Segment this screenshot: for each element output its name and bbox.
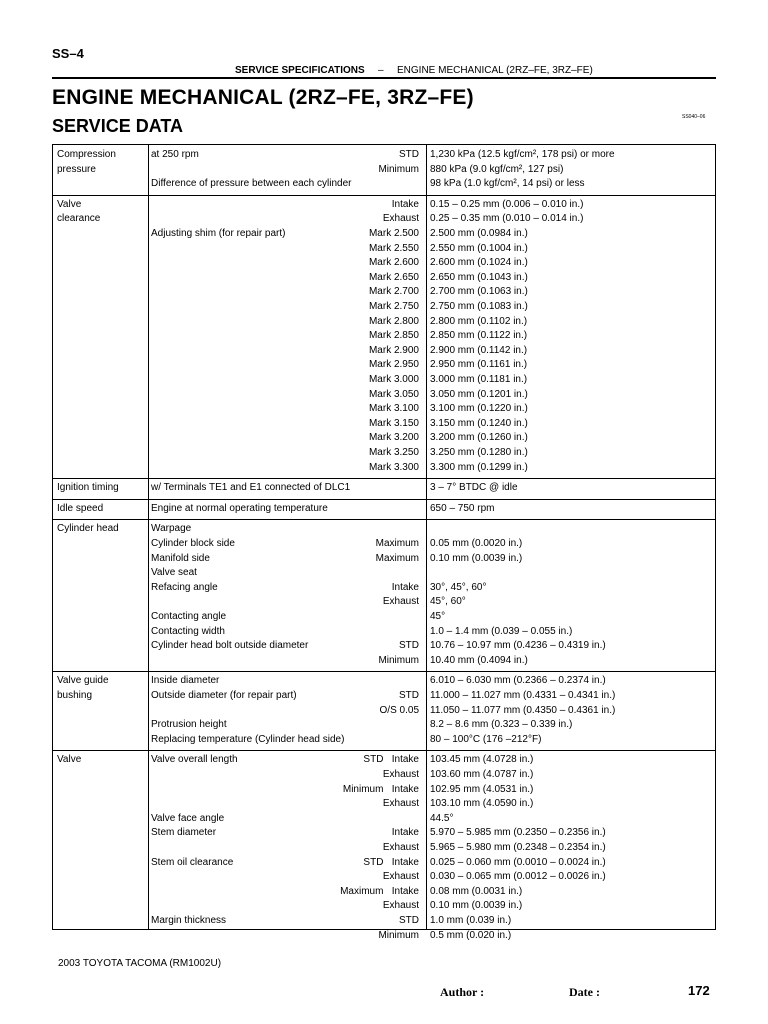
spec-description: at 250 rpm — [151, 149, 199, 160]
spec-condition: Exhaust — [382, 596, 419, 608]
spec-value: 10.40 mm (0.4094 in.) — [430, 654, 528, 666]
spec-description: Replacing temperature (Cylinder head side) — [151, 733, 345, 745]
spec-value: 3 – 7° BTDC @ idle — [430, 482, 518, 494]
spec-condition: Mark 2.500 — [368, 228, 419, 239]
group-divider — [53, 671, 715, 672]
column-rule-label — [148, 145, 149, 929]
spec-value: 2.900 mm (0.1142 in.) — [430, 344, 528, 356]
spec-condition: Mark 2.800 — [368, 315, 419, 327]
spec-value: 2.500 mm (0.0984 in.) — [430, 228, 528, 239]
spec-condition: Mark 3.100 — [368, 403, 419, 415]
spec-value: 3.250 mm (0.1280 in.) — [430, 447, 528, 458]
spec-condition: STD Intake — [363, 856, 419, 868]
spec-condition: STD — [399, 149, 419, 160]
spec-value: 3.200 mm (0.1260 in.) — [430, 432, 528, 444]
header-rule — [52, 77, 716, 79]
spec-value: 6.010 – 6.030 mm (0.2366 – 0.2374 in.) — [430, 675, 606, 687]
spec-condition: Mark 2.700 — [368, 286, 419, 298]
spec-condition: Maximum — [375, 538, 419, 549]
spec-condition: Intake — [391, 198, 419, 210]
spec-description: Stem oil clearance — [151, 856, 234, 868]
spec-description: Manifold side — [151, 552, 210, 564]
spec-value: 2.850 mm (0.1122 in.) — [430, 330, 528, 342]
spec-condition: Mark 2.650 — [368, 271, 419, 283]
spec-value: 0.10 mm (0.0039 in.) — [430, 552, 523, 564]
spec-condition: Mark 3.300 — [368, 461, 419, 473]
spec-condition: Exhaust — [382, 798, 419, 810]
spec-value: 102.95 mm (4.0531 in.) — [430, 783, 534, 795]
spec-condition: STD — [399, 915, 419, 926]
spec-value: 0.025 – 0.060 mm (0.0010 – 0.0024 in.) — [430, 856, 606, 868]
spec-value: 880 kPa (9.0 kgf/cm², 127 psi) — [430, 163, 564, 175]
spec-description: Valve face angle — [151, 812, 225, 824]
spec-condition: Intake — [391, 581, 419, 593]
group-divider — [53, 195, 715, 196]
spec-condition: Mark 3.050 — [368, 388, 419, 400]
group-divider — [53, 499, 715, 500]
spec-condition: Minimum — [378, 654, 419, 666]
spec-value: 0.030 – 0.065 mm (0.0012 – 0.0026 in.) — [430, 871, 606, 883]
spec-description: Valve overall length — [151, 754, 238, 766]
running-header — [52, 65, 716, 76]
spec-value: 2.700 mm (0.1063 in.) — [430, 286, 528, 298]
spec-condition: Mark 3.250 — [368, 447, 419, 458]
group-label: Valve guide — [57, 675, 109, 687]
spec-value: 30°, 45°, 60° — [430, 581, 487, 593]
spec-condition: Mark 2.550 — [368, 242, 419, 254]
spec-description: Difference of pressure between each cylinder — [151, 178, 352, 190]
spec-condition: Minimum Intake — [342, 783, 419, 795]
group-label: clearance — [57, 213, 101, 225]
footer-vehicle: 2003 TOYOTA TACOMA (RM1002U) — [58, 958, 222, 969]
spec-condition: STD — [399, 690, 419, 701]
spec-condition: O/S 0.05 — [379, 704, 419, 716]
spec-description: Contacting angle — [151, 611, 227, 622]
column-rule-value — [426, 145, 427, 929]
spec-description: Inside diameter — [151, 675, 220, 687]
spec-value: 45°, 60° — [430, 596, 466, 608]
spec-value: 103.10 mm (4.0590 in.) — [430, 798, 534, 810]
footer-date-label: Date : — [569, 985, 600, 999]
spec-value: 1.0 – 1.4 mm (0.039 – 0.055 in.) — [430, 625, 573, 637]
spec-value: 5.970 – 5.985 mm (0.2350 – 0.2356 in.) — [430, 827, 606, 839]
spec-value: 11.000 – 11.027 mm (0.4331 – 0.4341 in.) — [430, 690, 616, 701]
spec-condition: Maximum — [375, 552, 419, 564]
spec-description: Margin thickness — [151, 915, 227, 926]
group-label: Compression — [57, 149, 116, 160]
spec-description: Protrusion height — [151, 719, 227, 731]
page-code: SS–4 — [52, 46, 84, 61]
spec-value: 103.60 mm (4.0787 in.) — [430, 769, 534, 780]
spec-value: 1,230 kPa (12.5 kgf/cm², 178 psi) or more — [430, 149, 615, 160]
page-title: ENGINE MECHANICAL (2RZ–FE, 3RZ–FE) — [52, 86, 474, 109]
spec-value: 3.150 mm (0.1240 in.) — [430, 417, 528, 429]
group-divider — [53, 750, 715, 751]
spec-value: 1.0 mm (0.039 in.) — [430, 915, 512, 926]
spec-value: 44.5° — [430, 812, 454, 824]
spec-condition: Intake — [391, 827, 419, 839]
spec-value: 5.965 – 5.980 mm (0.2348 – 0.2354 in.) — [430, 842, 606, 853]
spec-value: 0.08 mm (0.0031 in.) — [430, 885, 523, 897]
spec-value: 3.300 mm (0.1299 in.) — [430, 461, 528, 473]
spec-description: w/ Terminals TE1 and E1 connected of DLC1 — [151, 482, 351, 494]
footer-author-label: Author : — [440, 985, 485, 999]
spec-value: 2.550 mm (0.1004 in.) — [430, 242, 528, 254]
spec-value: 2.800 mm (0.1102 in.) — [430, 315, 528, 327]
spec-value: 3.000 mm (0.1181 in.) — [430, 374, 528, 385]
spec-condition: STD Intake — [363, 754, 419, 766]
group-divider — [53, 478, 715, 479]
header-section: SERVICE SPECIFICATIONS — [235, 65, 365, 76]
spec-value: 650 – 750 rpm — [430, 502, 495, 514]
spec-condition: Mark 2.750 — [368, 301, 419, 312]
spec-value: 3.100 mm (0.1220 in.) — [430, 403, 528, 415]
spec-condition: Exhaust — [382, 871, 419, 883]
spec-description: Adjusting shim (for repair part) — [151, 228, 286, 239]
spec-value: 0.10 mm (0.0039 in.) — [430, 900, 523, 912]
spec-condition: Mark 2.950 — [368, 359, 419, 371]
spec-value: 3.050 mm (0.1201 in.) — [430, 388, 528, 400]
document-code: SS040–06 — [682, 114, 706, 120]
spec-condition: Mark 3.200 — [368, 432, 419, 444]
spec-condition: Exhaust — [382, 769, 419, 780]
spec-value: 10.76 – 10.97 mm (0.4236 – 0.4319 in.) — [430, 640, 606, 652]
footer-page-number: 172 — [688, 983, 710, 998]
header-dash: – — [378, 65, 384, 76]
spec-description: Stem diameter — [151, 827, 217, 839]
spec-value: 2.950 mm (0.1161 in.) — [430, 359, 528, 371]
spec-condition: Minimum — [378, 929, 419, 941]
spec-value: 0.15 – 0.25 mm (0.006 – 0.010 in.) — [430, 198, 584, 210]
spec-value: 0.5 mm (0.020 in.) — [430, 929, 512, 941]
spec-description: Cylinder block side — [151, 538, 235, 549]
group-label: Cylinder head — [57, 523, 119, 535]
spec-value: 2.600 mm (0.1024 in.) — [430, 257, 528, 269]
spec-value: 45° — [430, 611, 446, 622]
group-label: pressure — [57, 163, 96, 175]
spec-description: Outside diameter (for repair part) — [151, 690, 297, 701]
spec-description: Valve seat — [151, 567, 197, 579]
spec-condition: STD — [399, 640, 419, 652]
spec-condition: Mark 3.150 — [368, 417, 419, 429]
spec-condition: Mark 3.000 — [368, 374, 419, 385]
spec-value: 2.650 mm (0.1043 in.) — [430, 271, 528, 283]
group-label: Valve — [57, 754, 82, 766]
group-label: bushing — [57, 690, 93, 701]
group-label: Ignition timing — [57, 482, 119, 494]
spec-condition: Exhaust — [382, 842, 419, 853]
service-data-table — [52, 144, 716, 941]
spec-condition: Maximum Intake — [340, 885, 419, 897]
spec-description: Refacing angle — [151, 581, 218, 593]
section-title: SERVICE DATA — [52, 116, 184, 136]
spec-value: 2.750 mm (0.1083 in.) — [430, 301, 528, 312]
group-label: Valve — [57, 198, 82, 210]
spec-value: 0.25 – 0.35 mm (0.010 – 0.014 in.) — [430, 213, 584, 225]
spec-value: 8.2 – 8.6 mm (0.323 – 0.339 in.) — [430, 719, 573, 731]
spec-value: 0.05 mm (0.0020 in.) — [430, 538, 523, 549]
group-divider — [53, 519, 715, 520]
spec-description: Contacting width — [151, 625, 225, 637]
spec-description: Cylinder head bolt outside diameter — [151, 640, 309, 652]
spec-condition: Exhaust — [382, 213, 419, 225]
spec-condition: Mark 2.600 — [368, 257, 419, 269]
header-topic: ENGINE MECHANICAL (2RZ–FE, 3RZ–FE) — [397, 65, 593, 76]
spec-value: 11.050 – 11.077 mm (0.4350 – 0.4361 in.) — [430, 704, 616, 716]
spec-description: Engine at normal operating temperature — [151, 502, 328, 514]
spec-condition: Mark 2.850 — [368, 330, 419, 342]
group-label: Idle speed — [57, 502, 104, 514]
spec-condition: Exhaust — [382, 900, 419, 912]
spec-condition: Mark 2.900 — [368, 344, 419, 356]
spec-value: 103.45 mm (4.0728 in.) — [430, 754, 534, 766]
spec-condition: Minimum — [378, 163, 419, 175]
spec-value: 98 kPa (1.0 kgf/cm², 14 psi) or less — [430, 178, 585, 190]
spec-value: 80 – 100°C (176 –212°F) — [430, 733, 542, 745]
spec-description: Warpage — [151, 523, 192, 535]
